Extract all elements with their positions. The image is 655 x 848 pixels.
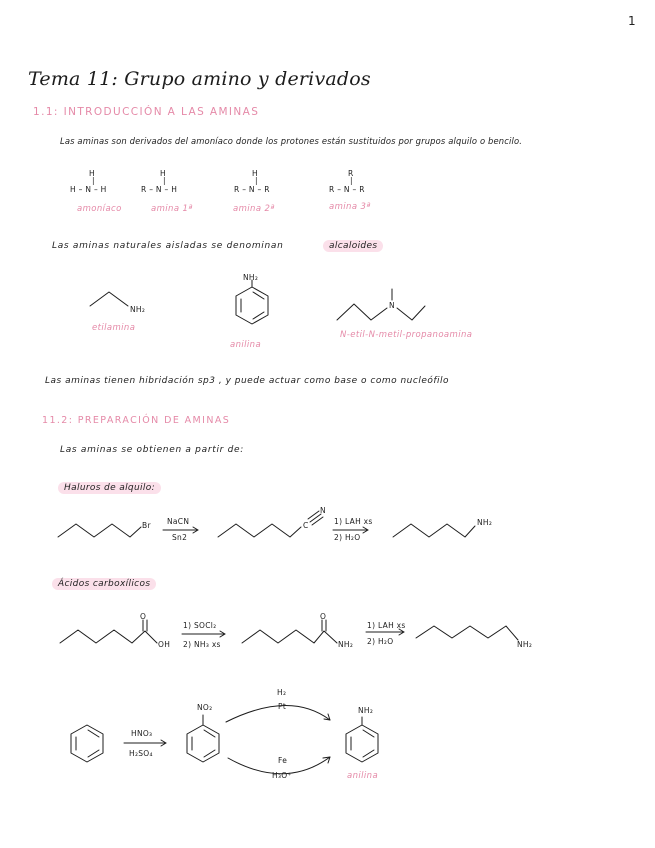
aniline-product-label: anilina bbox=[347, 771, 379, 781]
halide-arrow-1 bbox=[163, 527, 198, 533]
intro-paragraph: Las aminas son derivados del amoníaco donde los protones están sustituidos por grupos alquilo o bencilo. bbox=[60, 136, 523, 146]
iron-reduction-arrow bbox=[228, 757, 330, 774]
nitrile-c: C bbox=[303, 521, 309, 530]
hybridization-text: Las aminas tienen hibridación sp3 , y puede actuar como base o como nucleófilo bbox=[45, 376, 450, 386]
acid-oh: OH bbox=[158, 640, 171, 649]
nitration-arrow bbox=[124, 740, 166, 746]
primary-amine-row: R – N – H bbox=[141, 185, 178, 194]
secondary-amine-row: R – N – R bbox=[234, 185, 270, 194]
nitrile-n: N bbox=[320, 506, 326, 515]
aniline-nh2: NH₂ bbox=[243, 273, 259, 282]
amide-skeleton bbox=[242, 620, 337, 643]
halide-product-nh2: NH₂ bbox=[477, 518, 493, 527]
bond-vertical: | bbox=[350, 176, 353, 185]
tertiary-example-label: N-etil-N-metil-propanoamina bbox=[340, 330, 473, 340]
preparation-intro: Las aminas se obtienen a partir de: bbox=[60, 445, 244, 455]
bond-vertical: | bbox=[92, 176, 95, 185]
tertiary-amine-top: R bbox=[348, 169, 354, 178]
nitrile-skeleton bbox=[218, 511, 323, 537]
secondary-amine-top: H bbox=[252, 169, 258, 178]
alkaloids-highlight: alcaloides bbox=[323, 240, 383, 252]
halide-step1-reagent: NaCN bbox=[167, 517, 190, 526]
acid-step2-bottom: 2) H₂O bbox=[367, 637, 394, 646]
bond-vertical: | bbox=[163, 176, 166, 185]
acid-arrow-1 bbox=[182, 631, 225, 637]
natural-amines-text: Las aminas naturales aisladas se denominan bbox=[52, 241, 284, 251]
amide-nh2: NH₂ bbox=[338, 640, 354, 649]
tertiary-amine-skeleton bbox=[337, 289, 425, 320]
tertiary-amine-label: amina 3ª bbox=[329, 202, 371, 212]
halide-step2-top: 1) LAH xs bbox=[334, 517, 373, 526]
acid-step2-top: 1) LAH xs bbox=[367, 621, 406, 630]
ammonia-row: H – N – H bbox=[70, 185, 107, 194]
bond-vertical: | bbox=[255, 176, 258, 185]
secondary-amine-label: amina 2ª bbox=[233, 204, 275, 214]
nitrobenzene-ring bbox=[187, 715, 219, 762]
benzene-ring bbox=[71, 725, 103, 762]
bromide-br: Br bbox=[142, 521, 151, 530]
ammonia-label: amoníaco bbox=[77, 204, 122, 214]
nitration-reagent-bottom: H₂SO₄ bbox=[129, 749, 153, 758]
hydrogenation-h2: H₂ bbox=[277, 688, 287, 697]
section-heading-intro: 1.1: INTRODUCCIÓN A LAS AMINAS bbox=[33, 106, 260, 118]
nitration-reagent-top: HNO₃ bbox=[131, 729, 153, 738]
acid-step1-bottom: 2) NH₃ xs bbox=[183, 640, 221, 649]
ammonia-top-h: H bbox=[89, 169, 95, 178]
ethylamine-label: etilamina bbox=[92, 323, 136, 333]
carboxylic-acid-skeleton bbox=[60, 620, 157, 643]
carboxylic-acids-title: Ácidos carboxílicos bbox=[52, 578, 156, 590]
acid-carbonyl-o: O bbox=[140, 612, 147, 621]
tertiary-n-atom: N bbox=[389, 301, 395, 310]
aniline-label: anilina bbox=[230, 340, 262, 350]
acid-product-nh2: NH₂ bbox=[517, 640, 533, 649]
section-heading-preparation: 11.2: PREPARACIÓN DE AMINAS bbox=[42, 415, 231, 426]
aniline-ring bbox=[236, 280, 268, 324]
reduction-fe: Fe bbox=[278, 756, 288, 765]
acid-arrow-2 bbox=[366, 629, 404, 635]
ethylamine-nh2: NH₂ bbox=[130, 305, 146, 314]
alkyl-halides-title: Haluros de alquilo: bbox=[58, 482, 161, 494]
halide-step1-mechanism: Sn2 bbox=[172, 533, 188, 542]
aniline-product-nh2: NH₂ bbox=[358, 706, 374, 715]
ethylamine-skeleton bbox=[90, 292, 128, 306]
acid-step1-top: 1) SOCl₂ bbox=[183, 621, 217, 630]
hydrogenation-arrow bbox=[226, 705, 330, 722]
amine-chain-skeleton bbox=[416, 626, 518, 640]
amine-product-skeleton bbox=[393, 524, 475, 537]
page-title: Tema 11: Grupo amino y derivados bbox=[28, 68, 371, 90]
aniline-product-ring bbox=[346, 717, 378, 762]
halide-arrow-2 bbox=[333, 527, 368, 533]
hydrogenation-pt: Pt bbox=[278, 702, 287, 711]
primary-amine-top: H bbox=[160, 169, 166, 178]
amide-carbonyl-o: O bbox=[320, 612, 327, 621]
page-number: 1 bbox=[628, 14, 636, 28]
nitrobenzene-no2: NO₂ bbox=[197, 703, 213, 712]
reduction-h3o: H₃O⁺ bbox=[272, 771, 292, 780]
bromoalkane-skeleton bbox=[58, 524, 141, 537]
halide-step2-bottom: 2) H₂O bbox=[334, 533, 361, 542]
tertiary-amine-row: R – N – R bbox=[329, 185, 365, 194]
primary-amine-label: amina 1ª bbox=[151, 204, 193, 214]
